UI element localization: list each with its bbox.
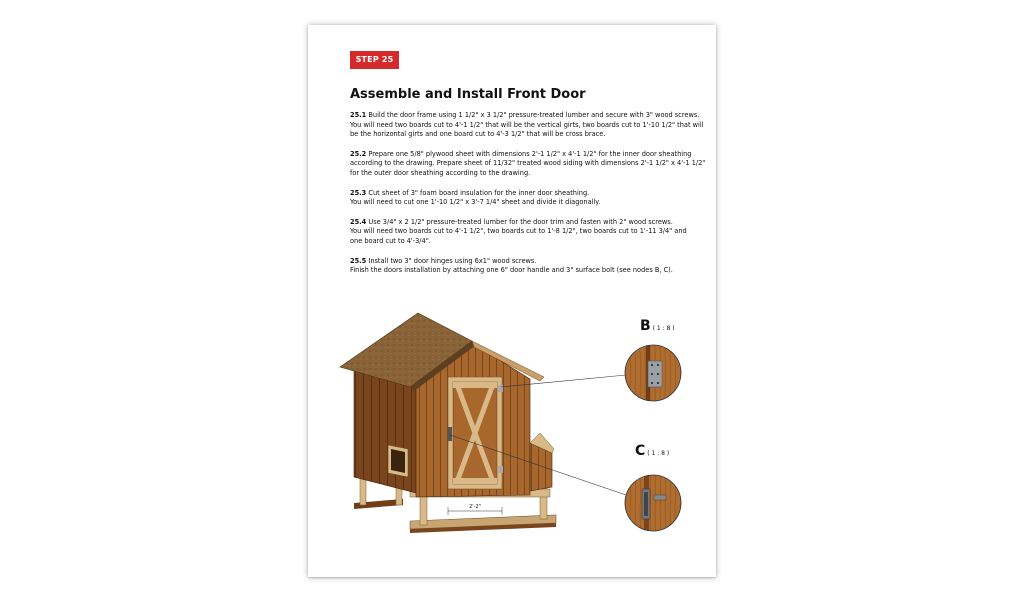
page-title: Assemble and Install Front Door [350, 87, 586, 102]
step-number: 25.3 [350, 188, 367, 197]
step-text: Prepare one 5/8" plywood sheet with dimensions 2'-1 1/2" x 4'-1 1/2" for the inner door sheathing [366, 149, 692, 158]
instruction-page [308, 25, 716, 577]
step-number: 25.5 [350, 256, 367, 265]
step-number: 25.2 [350, 149, 367, 158]
node-letter: B [640, 318, 651, 334]
node-b-detail [624, 345, 684, 405]
side-window [388, 445, 408, 477]
hinge-icon [498, 385, 503, 392]
dimension-label: 2'-2" [469, 504, 481, 510]
step-number: 25.4 [350, 217, 367, 226]
step-line: You will need to cut one 1'-10 1/2" x 3'-7 1/4" sheet and divide it diagonally. [350, 198, 601, 207]
handle-icon [448, 427, 452, 441]
step-badge: STEP 25 [350, 51, 399, 69]
step-text: Build the door frame using 1 1/2" x 3 1/2" pressure-treated lumber and secure with 3" wood screws. [366, 111, 700, 119]
step-line: be the horizontal girts and one board cut to 4'-3 1/2" that will be cross brace. [350, 130, 606, 139]
step-text: Install two 3" door hinges using 6x1" wood screws. [366, 256, 537, 265]
dimension-marker [448, 504, 502, 515]
step-line: for the outer door sheathing according to the drawing. [350, 168, 531, 177]
coop-illustration [308, 25, 716, 577]
door-hinge-icon [648, 361, 662, 387]
node-scale: ( 1 : 8 ) [652, 325, 675, 332]
step-line: according to the drawing. Prepare sheet of 11/32" treated wood siding with dimensions 2'-1 1/2" x 4'-1 1/2" [350, 159, 706, 168]
step-line: one board cut to 4'-3/4". [350, 236, 431, 245]
node-scale: ( 1 : 8 ) [647, 450, 670, 457]
node-letter: C [635, 443, 646, 459]
step-text: Use 3/4" x 2 1/2" pressure-treated lumber for the door trim and fasten with 2" wood screws. [366, 217, 673, 226]
step-line: You will need two boards cut to 4'-1 1/2", two boards cut to 1'-8 1/2", two boards cut to 1'-11 3/4" and [350, 227, 687, 236]
step-number: 25.1 [350, 111, 367, 119]
node-c-detail [624, 475, 684, 535]
step-line: You will need two boards cut to 4'-1 1/2" that will be the vertical girts, two boards cut to 1'-10 1/2" that will [350, 120, 704, 129]
step-text: Cut sheet of 3" foam board insulation for the inner door sheathing. [366, 188, 590, 197]
front-door [448, 377, 503, 489]
step-line: Finish the doors installation by attaching one 6" door handle and 3" surface bolt (see nodes B, C). [350, 266, 673, 275]
